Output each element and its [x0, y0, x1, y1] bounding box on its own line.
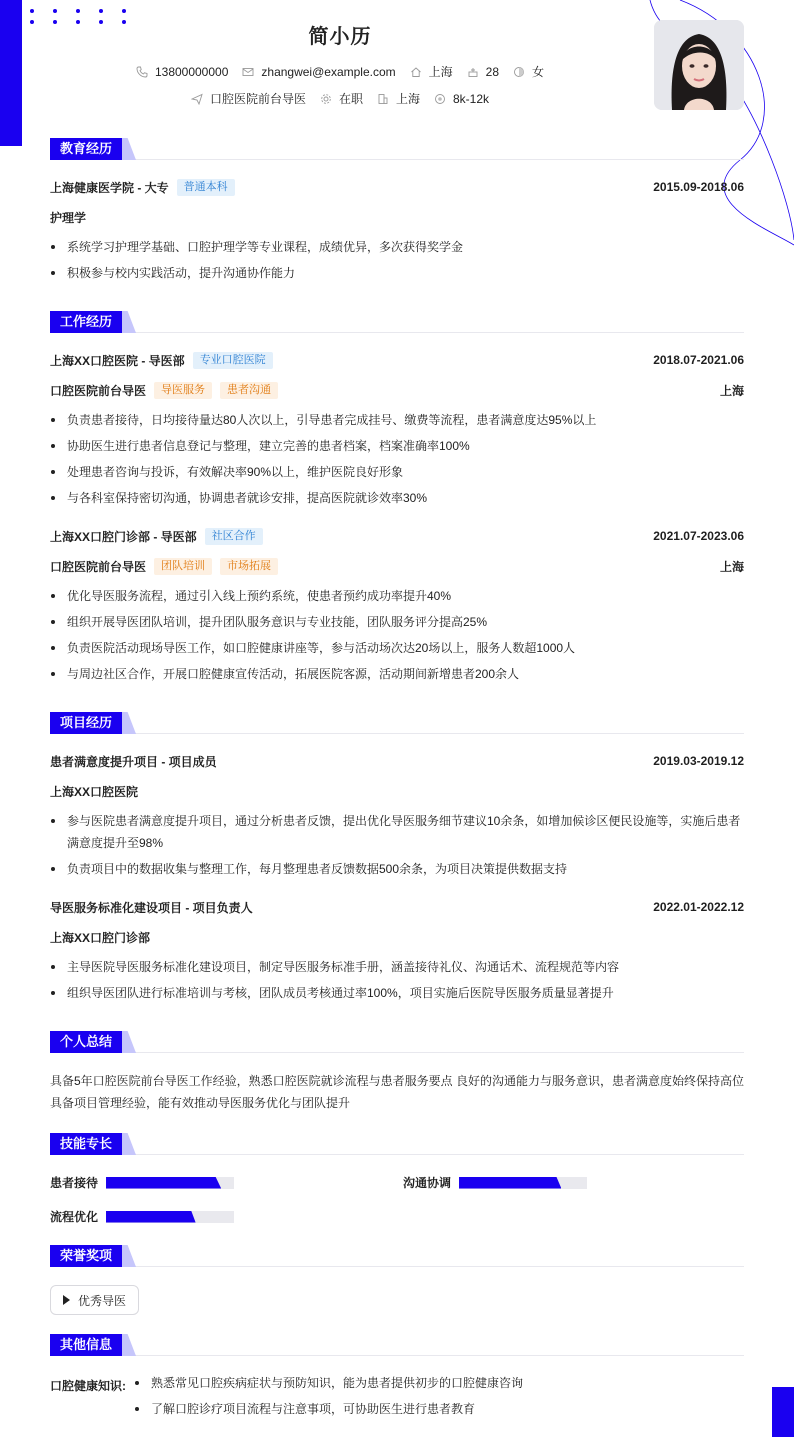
job-intent-line	[0, 90, 680, 107]
work-section	[50, 311, 744, 681]
other-label: 口腔健康知识:	[50, 1379, 126, 1393]
age-text: 28	[485, 64, 500, 79]
skill-bar-fill	[106, 1211, 196, 1223]
decor-corner-bar	[772, 1387, 794, 1437]
role-name: 口腔医院前台导医	[50, 559, 147, 574]
list-item: 与周边社区合作，开展口腔健康宣传活动，拓展医院客源，活动期间新增患者200余人	[50, 663, 744, 685]
list-item: 组织导医团队进行标准培训与考核，团队成员考核通过率100%，项目实施后医院导医服务质量显著提升	[50, 982, 744, 1004]
list-item: 熟悉常见口腔疾病症状与预防知识，能为患者提供初步的口腔健康咨询	[134, 1372, 744, 1394]
project-org-row	[50, 783, 744, 799]
skills-title: 技能专长	[50, 1133, 122, 1155]
company-name: 上海XX口腔门诊部 - 导医部	[50, 529, 197, 544]
school-tag: 普通本科	[177, 179, 235, 196]
summary-section	[50, 1031, 745, 1110]
award-name: 优秀导医	[78, 1293, 127, 1308]
city-text: 上海	[428, 65, 453, 79]
salary-item	[434, 92, 489, 106]
gender-icon	[513, 66, 525, 78]
play-icon	[63, 1295, 70, 1305]
project-date: 2022.01-2022.12	[653, 900, 744, 914]
salary-text: 8k-12k	[453, 91, 490, 106]
skill-item	[50, 1174, 234, 1191]
project-org: 上海XX口腔门诊部	[50, 930, 151, 945]
city-item	[410, 63, 453, 80]
education-date: 2015.09-2018.06	[653, 180, 744, 194]
role-tag: 患者沟通	[220, 382, 278, 399]
status-item	[320, 90, 363, 107]
cake-icon	[467, 66, 479, 78]
skills-section	[50, 1133, 744, 1224]
role-tag: 市场拓展	[220, 558, 278, 575]
list-item: 负责项目中的数据收集与整理工作，每月整理患者反馈数据500余条，为项目决策提供数据支持	[50, 858, 744, 880]
projects-header	[50, 712, 744, 734]
major-name: 护理学	[50, 210, 87, 225]
list-item: 协助医生进行患者信息登记与整理，建立完善的患者档案，档案准确率100%	[50, 435, 744, 457]
award-chip	[50, 1285, 139, 1315]
project-name: 导医服务标准化建设项目 - 项目负责人	[50, 900, 253, 915]
skill-name: 流程优化	[50, 1210, 99, 1224]
target-job-item	[191, 90, 306, 107]
work-role-row	[50, 382, 744, 398]
projects-section	[50, 712, 744, 1000]
awards-section	[50, 1245, 744, 1308]
education-section	[50, 138, 744, 280]
skill-bar-fill	[459, 1177, 561, 1189]
skill-bar	[106, 1177, 234, 1189]
role-tag: 导医服务	[154, 382, 212, 399]
project-name: 患者满意度提升项目 - 项目成员	[50, 754, 217, 769]
age-item	[467, 65, 499, 79]
education-header	[50, 138, 744, 160]
role-name: 口腔医院前台导医	[50, 383, 147, 398]
skill-bar	[106, 1211, 234, 1223]
status-text: 在职	[338, 92, 363, 106]
target-job-text: 口腔医院前台导医	[209, 92, 306, 106]
project-date: 2019.03-2019.12	[653, 754, 744, 768]
home-icon	[410, 66, 422, 78]
summary-text: 具备5年口腔医院前台导医工作经验，熟悉口腔医院就诊流程与患者服务要点 良好的沟通能力与服务意识，患者满意度始终保持高位 具备项目管理经验，能有效推动导医服务优化与团队提升	[50, 1074, 745, 1110]
awards-header	[50, 1245, 744, 1267]
work-bullets	[50, 409, 744, 513]
skill-item	[50, 1208, 234, 1225]
gender-item	[513, 63, 544, 80]
skill-item	[403, 1174, 587, 1191]
target-city-item	[377, 90, 420, 107]
project-row	[50, 899, 744, 915]
list-item: 积极参与校内实践活动，提升沟通协作能力	[50, 262, 744, 284]
work-date: 2018.07-2021.06	[653, 353, 744, 367]
send-icon	[191, 93, 203, 105]
building-icon	[377, 93, 389, 105]
list-item: 负责医院活动现场导医工作，如口腔健康讲座等，参与活动场次达20场以上，服务人数超1000人	[50, 637, 744, 659]
email-item	[242, 65, 395, 79]
company-tag: 社区合作	[205, 528, 263, 545]
work-header	[50, 311, 744, 333]
skill-bar-fill	[106, 1177, 221, 1189]
project-org-row	[50, 929, 744, 945]
other-title: 其他信息	[50, 1334, 122, 1356]
education-row	[50, 179, 744, 195]
major-row	[50, 209, 744, 225]
work-title: 工作经历	[50, 311, 122, 333]
other-section	[50, 1334, 744, 1416]
other-bullets	[134, 1372, 744, 1424]
company-tag: 专业口腔医院	[193, 352, 273, 369]
list-item: 与各科室保持密切沟通，协调患者就诊安排，提高医院就诊效率30%	[50, 487, 744, 509]
project-row	[50, 753, 744, 769]
work-city: 上海	[719, 383, 744, 398]
list-item: 组织开展导医团队培训，提升团队服务意识与专业技能，团队服务评分提高25%	[50, 611, 744, 633]
work-role-row	[50, 558, 744, 574]
list-item: 参与医院患者满意度提升项目，通过分析患者反馈，提出优化导医服务细节建议10余条，如增加候诊区便民设施等，实施后患者满意度提升至98%	[50, 810, 744, 854]
list-item: 负责患者接待，日均接待量达80人次以上，引导患者完成挂号、缴费等流程，患者满意度达95%以上	[50, 409, 744, 431]
summary-header	[50, 1031, 744, 1053]
phone-text: 13800000000	[154, 64, 229, 79]
school-name: 上海健康医学院 - 大专	[50, 180, 169, 195]
candidate-name: 简小历	[308, 26, 372, 48]
work-date: 2021.07-2023.06	[653, 529, 744, 543]
list-item: 主导医院导医服务标准化建设项目，制定导医服务标准手册，涵盖接待礼仪、沟通话术、流程规范等内容	[50, 956, 744, 978]
coin-icon	[434, 93, 446, 105]
list-item: 了解口腔诊疗项目流程与注意事项，可协助医生进行患者教育	[134, 1398, 744, 1420]
education-title: 教育经历	[50, 138, 122, 160]
skill-name: 沟通协调	[403, 1176, 452, 1190]
summary-title: 个人总结	[50, 1031, 122, 1053]
company-name: 上海XX口腔医院 - 导医部	[50, 353, 185, 368]
work-company-row	[50, 528, 744, 544]
awards-title: 荣誉奖项	[50, 1245, 122, 1267]
gender-text: 女	[532, 65, 545, 79]
work-bullets	[50, 585, 744, 689]
project-bullets	[50, 956, 744, 1008]
skill-bar	[459, 1177, 587, 1189]
phone-icon	[136, 66, 148, 78]
project-bullets	[50, 810, 744, 884]
role-tag: 团队培训	[154, 558, 212, 575]
gear-icon	[320, 93, 332, 105]
mail-icon	[242, 66, 254, 78]
project-org: 上海XX口腔医院	[50, 784, 139, 799]
work-city: 上海	[719, 559, 744, 574]
list-item: 优化导医服务流程，通过引入线上预约系统，使患者预约成功率提升40%	[50, 585, 744, 607]
list-item: 处理患者咨询与投诉，有效解决率90%以上，维护医院良好形象	[50, 461, 744, 483]
list-item: 系统学习护理学基础、口腔护理学等专业课程，成绩优异，多次获得奖学金	[50, 236, 744, 258]
projects-title: 项目经历	[50, 712, 122, 734]
phone-item	[136, 65, 228, 79]
target-city-text: 上海	[395, 92, 420, 106]
skill-name: 患者接待	[50, 1176, 99, 1190]
skills-header	[50, 1133, 744, 1155]
work-company-row	[50, 352, 744, 368]
other-header	[50, 1334, 744, 1356]
email-text: zhangwei@example.com	[261, 64, 396, 79]
education-bullets	[50, 236, 744, 288]
contact-info-line	[0, 63, 680, 80]
